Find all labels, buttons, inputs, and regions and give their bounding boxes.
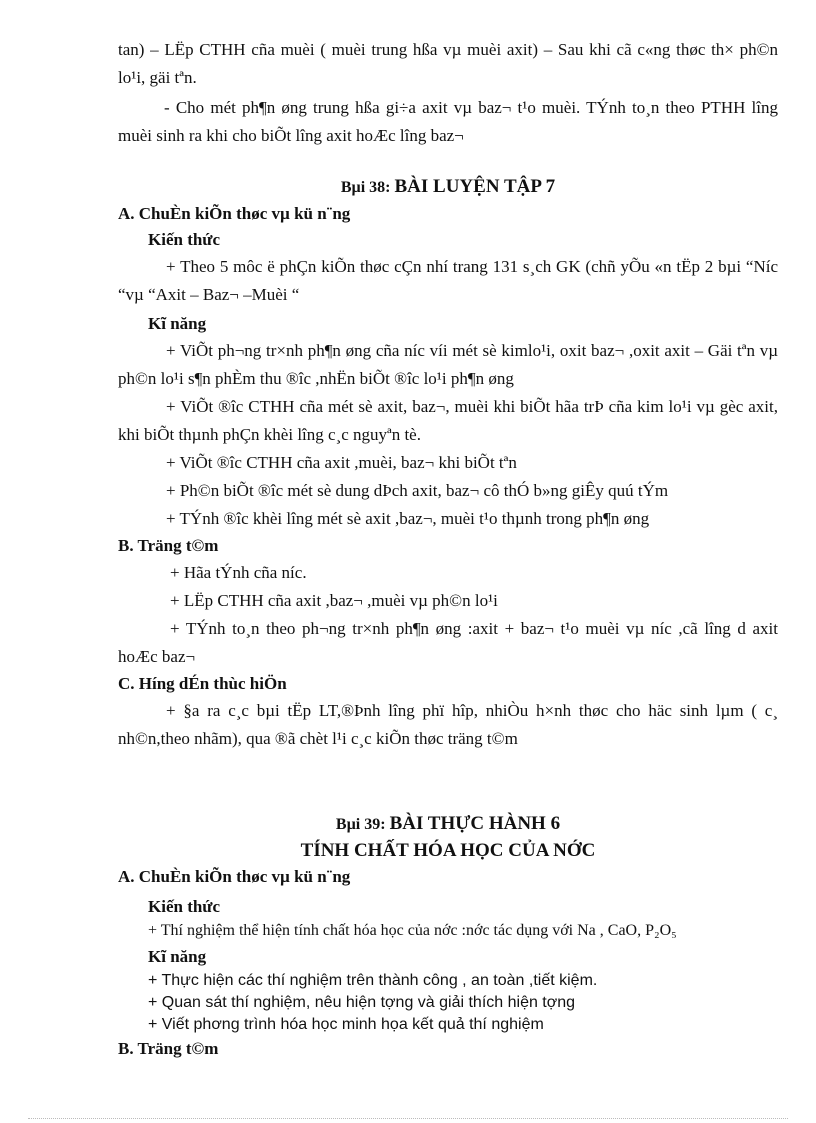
lesson-38-skill-item: + Ph©n biÕt ®îc mét sè dung dÞch axit, baz¬ cô thÓ b»ng giÊy quú tÝm <box>166 481 669 500</box>
lesson-39-skill-item: + Quan sát thí nghiệm, nêu hiện tợng và giải thích hiện tợng <box>148 994 576 1011</box>
lesson-39-section-b: B. Träng t©m <box>118 1039 219 1058</box>
lesson-38-skill-item: + TÝnh ®îc khèi lîng mét sè axit ,baz¬, muèi t¹o thµnh trong ph¶n øng <box>166 509 650 528</box>
lesson-39-section-a: A. ChuÈn kiÕn thøc vµ kü n¨ng <box>118 867 351 886</box>
lesson-38-knowledge-label: Kiến thức <box>148 230 221 249</box>
lesson-38-section-c: C. Híng dÉn thùc hiÖn <box>118 674 287 693</box>
lesson-38-prefix: Bµi 38: <box>340 179 391 196</box>
intro-paragraph-2: - Cho mét ph¶n øng trung hßa gi÷a axit vµ baz¬ t¹o muèi. TÝnh to¸n theo PTHH lîng muèi sinh ra khi cho biÕt lîng axit hoÆc lîng baz¬ <box>118 98 778 145</box>
lesson-38-skill-item: + ViÕt ®îc CTHH cña axit ,muèi, baz¬ khi biÕt tªn <box>166 453 517 472</box>
lesson-39-heading <box>118 811 778 838</box>
lesson-38-focus-item: + Hãa tÝnh cña níc. <box>170 563 307 582</box>
intro-paragraph: tan) – LËp CTHH cña muèi ( muèi trung hßa vµ muèi axit) – Sau khi cã c«ng thøc th× ph©n lo¹i, gäi tªn. <box>118 40 778 87</box>
lesson-38-section-b: B. Träng t©m <box>118 536 219 555</box>
lesson-38-focus-item: + LËp CTHH cña axit ,baz¬ ,muèi vµ ph©n lo¹i <box>170 591 498 610</box>
page-bottom-divider <box>28 1118 788 1119</box>
lesson-39-skill-item: + Thực hiện các thí nghiệm trên thành công , an toàn ,tiết kiệm. <box>148 972 598 989</box>
lesson-39-title: BÀI THỰC HÀNH 6 <box>389 813 561 834</box>
lesson-38-heading <box>118 174 778 201</box>
lesson-39-subtitle: TÍNH CHẤT HÓA HỌC CỦA NỚC <box>300 840 596 861</box>
lesson-38-skill-item: + ViÕt ph¬ng tr×nh ph¶n øng cña níc víi mét sè kimlo¹i, oxit baz¬ ,oxit axit – Gäi tªn vµ ph©n lo¹i s¶n phÈm thu ®îc ,nhËn biÕt ®îc lo¹i ph¶n øng <box>118 341 778 388</box>
lesson-39-prefix: Bµi 39: <box>335 816 386 833</box>
lesson-39-skills-label: Kĩ năng <box>148 947 207 966</box>
lesson-38-section-a: A. ChuÈn kiÕn thøc vµ kü n¨ng <box>118 204 351 223</box>
lesson-39-knowledge-item: + Thí nghiệm thể hiện tính chất hóa học của nớc :nớc tác dụng với Na , CaO, P₂O₅ <box>148 922 677 939</box>
lesson-39-skill-item: + Viết phơng trình hóa học minh họa kết quả thí nghiệm <box>148 1016 544 1033</box>
lesson-38-focus-item: + TÝnh to¸n theo ph¬ng tr×nh ph¶n øng :axit + baz¬ t¹o muèi vµ níc ,cã lîng d axit hoÆc baz¬ <box>118 619 778 666</box>
lesson-38-skill-item: + ViÕt ®îc CTHH cña mét sè axit, baz¬, muèi khi biÕt hãa trÞ cña kim lo¹i vµ gèc axit, khi biÕt thµnh phÇn khèi lîng c¸c nguyªn tè. <box>118 397 778 444</box>
lesson-38-guide-item: + §a ra c¸c bµi tËp LT,®Þnh lîng phï hîp, nhiÒu h×nh thøc cho häc sinh lµm ( c¸ nh©n,theo nhãm), qua ®ã chèt l¹i c¸c kiÕn thøc träng t©m <box>118 701 778 748</box>
document-page <box>118 36 778 1062</box>
lesson-38-knowledge-item: + Theo 5 môc ë phÇn kiÕn thøc cÇn nhí trang 131 s¸ch GK (chñ yÕu «n tËp 2 bµi “Níc “vµ “Axit – Baz¬ –Muèi “ <box>118 257 778 304</box>
lesson-39-knowledge-label: Kiến thức <box>148 897 221 916</box>
lesson-38-title: BÀI LUYỆN TẬP 7 <box>394 176 556 197</box>
lesson-38-skills-label: Kĩ năng <box>148 314 207 333</box>
